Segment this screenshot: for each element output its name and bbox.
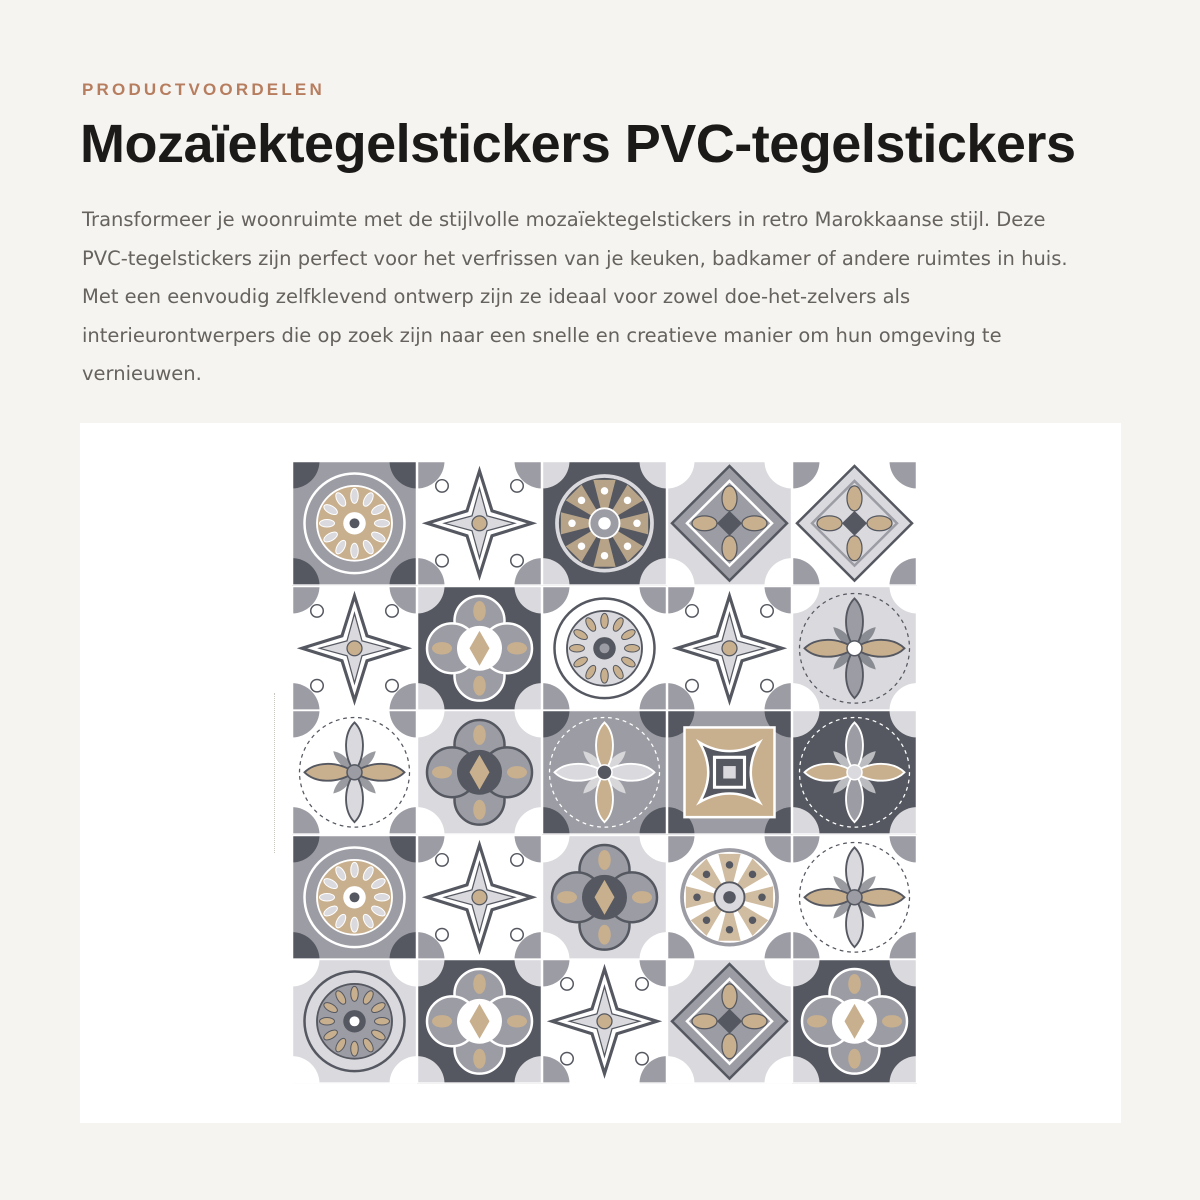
mosaic-tile <box>667 461 792 586</box>
mosaic-tile <box>792 586 917 711</box>
section-eyebrow: PRODUCTVOORDELEN <box>82 80 325 99</box>
mosaic-tile <box>542 959 667 1084</box>
mosaic-tile-sticker-image <box>292 461 917 1084</box>
mosaic-tile <box>542 835 667 960</box>
mosaic-tile <box>667 586 792 711</box>
mosaic-tile <box>292 835 417 960</box>
mosaic-tile <box>292 461 417 586</box>
product-image-panel <box>80 423 1121 1123</box>
mosaic-tile <box>417 710 542 835</box>
mosaic-tile <box>792 461 917 586</box>
mosaic-tile <box>292 710 417 835</box>
mosaic-tile <box>292 959 417 1084</box>
mosaic-tile <box>792 835 917 960</box>
section-title: Mozaïektegelstickers PVC-tegelstickers <box>80 114 1076 174</box>
mosaic-tile <box>292 586 417 711</box>
mosaic-tile <box>667 835 792 960</box>
sheet-edge-marking <box>274 693 285 853</box>
mosaic-tile <box>417 835 542 960</box>
mosaic-tile <box>417 461 542 586</box>
mosaic-tile <box>667 959 792 1084</box>
mosaic-tile <box>542 461 667 586</box>
mosaic-tile <box>792 710 917 835</box>
mosaic-tile <box>792 959 917 1084</box>
mosaic-tile <box>542 586 667 711</box>
mosaic-tile <box>417 586 542 711</box>
mosaic-tile <box>542 710 667 835</box>
section-description: Transformeer je woonruimte met de stijlvolle mozaïektegelstickers in retro Marokkaanse stijl. Deze PVC-tegelstickers zijn perfect voor het verfrissen van je keuken, badkamer of andere ruimtes in huis. Met een eenvoudig zelfklevend ontwerp zijn ze ideaal voor zowel doe-het-zelvers als interieurontwerpers die op zoek zijn naar een snelle en creatieve manier om hun omgeving te vernieuwen. <box>82 208 1068 385</box>
mosaic-tile <box>667 710 792 835</box>
mosaic-tile <box>417 959 542 1084</box>
